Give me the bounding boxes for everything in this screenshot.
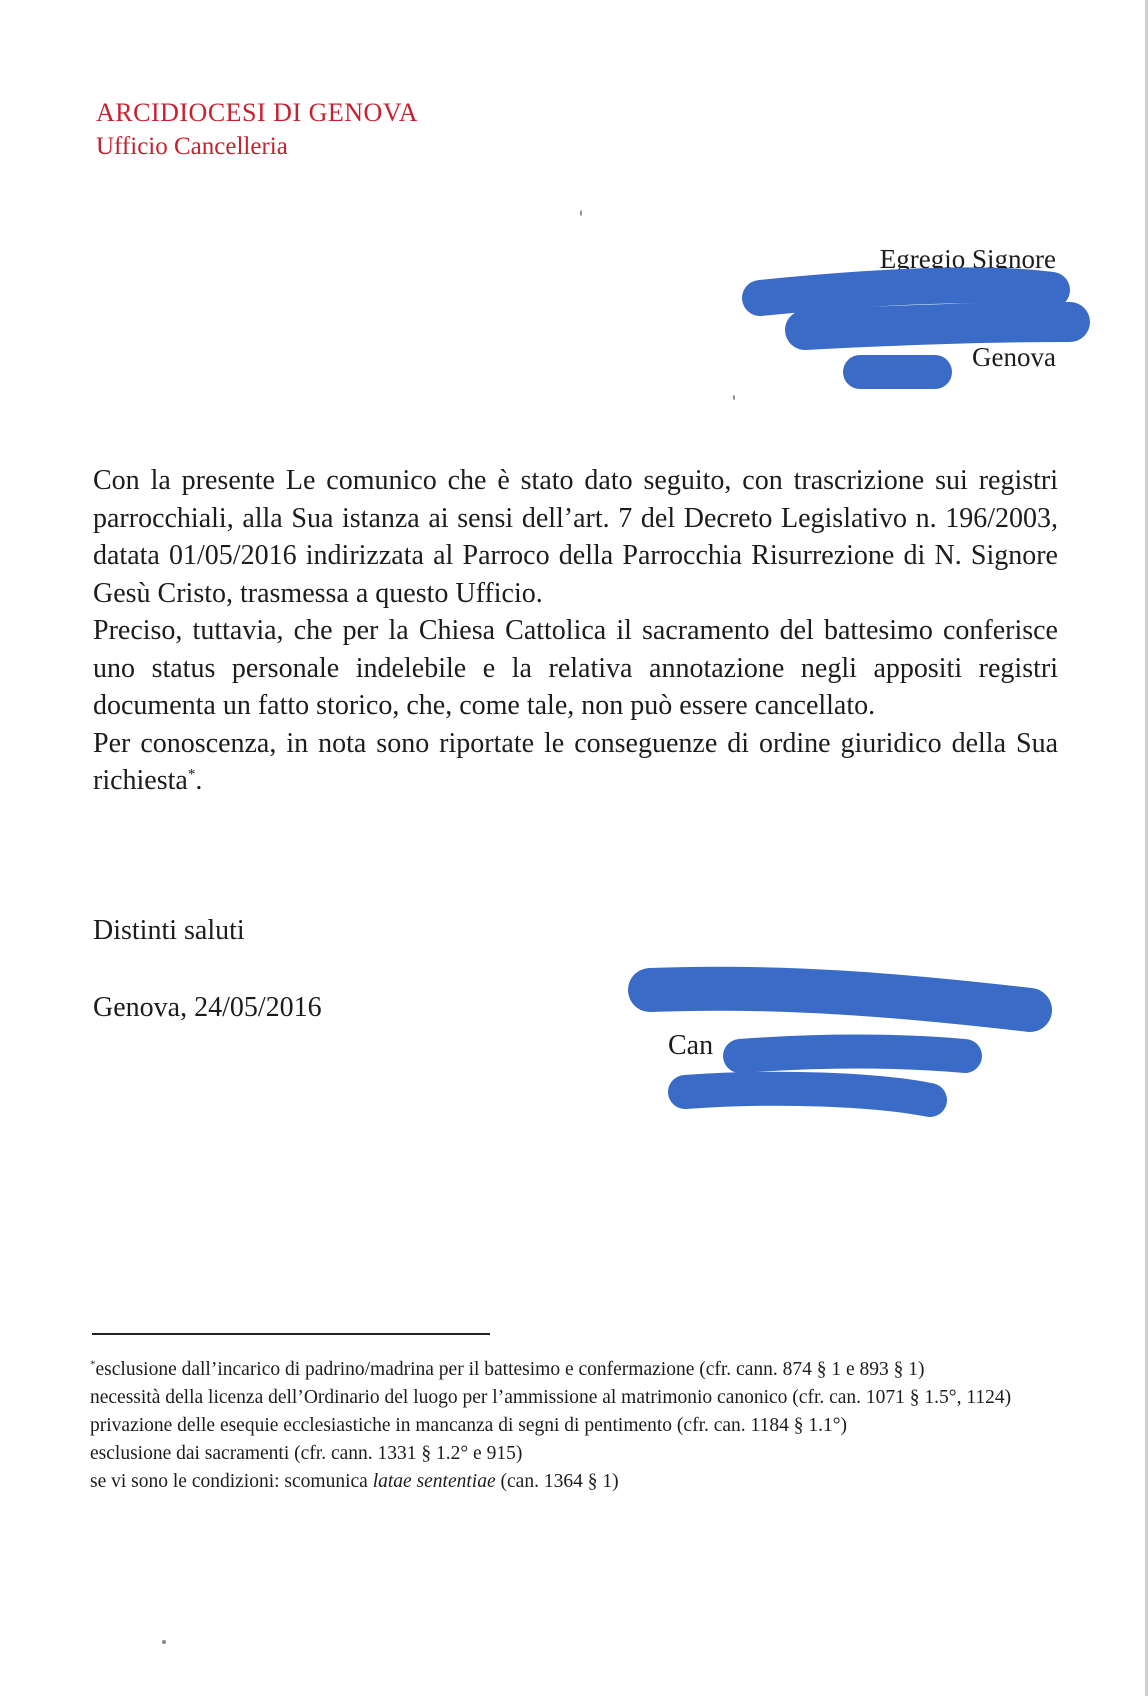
redaction-stroke [805,322,1070,330]
footnote-text-prefix: se vi sono le condizioni: scomunica [90,1471,373,1492]
letterhead-organization: ARCIDIOCESI DI GENOVA [96,98,419,127]
redaction-stroke [650,989,1030,1010]
footnote-text: esclusione dall’incarico di padrino/madrina per il battesimo e confermazione (cfr. cann. 874 § 1 e 893 § 1) [95,1359,925,1380]
recipient-city: Genova [972,342,1056,372]
footnote-item: necessità della licenza dell’Ordinario del luogo per l’ammissione al matrimonio canonico (cfr. can. 1071 § 1.5°, 1124) [90,1387,1012,1408]
letter-date: Genova, 24/05/2016 [93,992,322,1023]
closing-salutation: Distinti saluti [93,915,245,946]
signature-prefix: Can [668,1030,714,1061]
body-paragraph-3-text: Per conoscenza, in nota sono riportate le conseguenze di ordine giuridico della Sua richiesta [93,727,1058,796]
footnote-item: privazione delle esequie ecclesiastiche in mancanza di segni di pentimento (cfr. can. 1184 § 1.1°) [90,1415,847,1436]
body-paragraph-2: Preciso, tuttavia, che per la Chiesa Cattolica il sacramento del battesimo conferisce uno status personale indelebile e la relativa annotazione negli appositi registri documenta un fatto storico, che, come tale, non può essere cancellato. [93,615,1058,721]
footnote-marker: * [90,1358,96,1371]
recipient-salutation: Egregio Signore [879,244,1056,274]
footnote-reference: * [187,766,196,783]
footnote-text-italic: latae sententiae [372,1471,496,1492]
redaction-strokes-recipient [760,285,1070,372]
body-paragraph-3-end: . [195,765,203,796]
footnote-text-suffix: (can. 1364 § 1) [495,1471,619,1492]
redaction-stroke [685,1089,930,1100]
letterhead-office: Ufficio Cancelleria [96,133,288,160]
redaction-strokes-signature [650,989,1030,1100]
footnote-item: esclusione dai sacramenti (cfr. cann. 1331 § 1.2° e 915) [90,1443,523,1464]
redaction-stroke [760,285,1052,298]
redaction-stroke [740,1052,965,1057]
body-paragraph-1: Con la presente Le comunico che è stato dato seguito, con trascrizione sui registri parrocchiali, alla Sua istanza ai sensi dell’art. 7 del Decreto Legislativo n. 196/2003, datata 01/05/2016 indirizzata al Parroco della Parrocchia Risurrezione di N. Signore Gesù Cristo, trasmessa a questo Ufficio. [93,465,1058,609]
